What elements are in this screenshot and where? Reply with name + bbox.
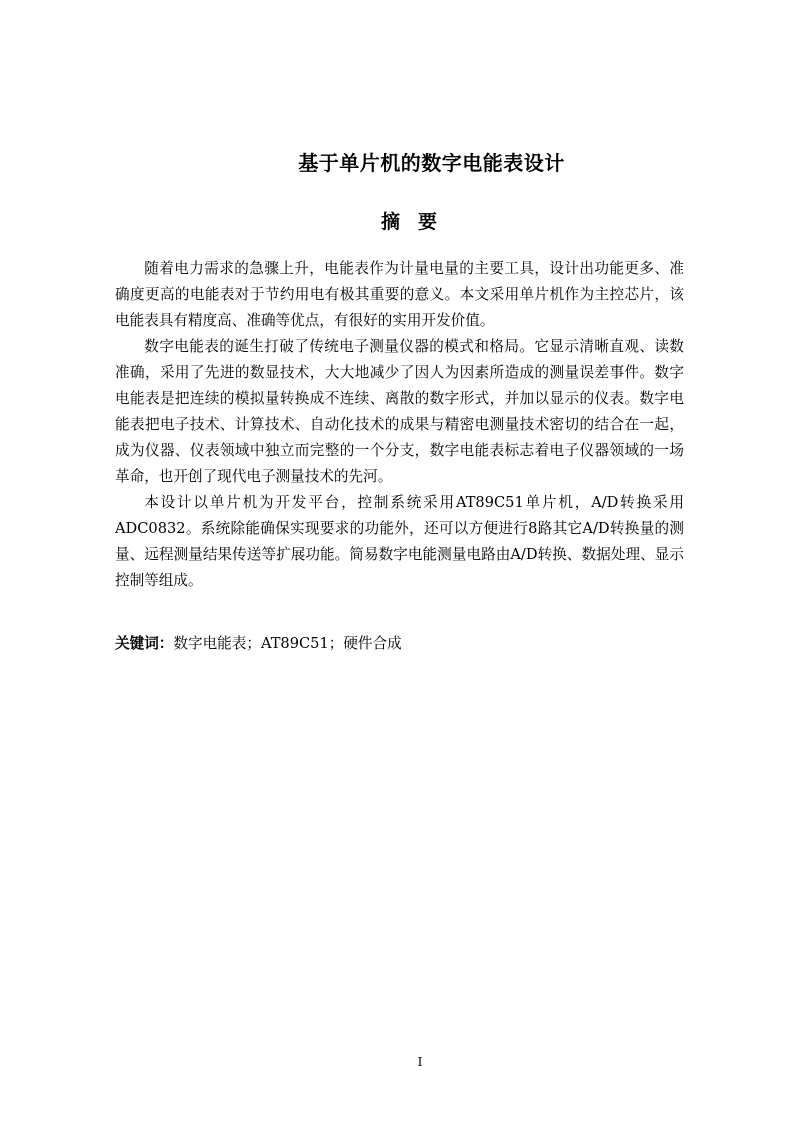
keywords-label: 关键词： (115, 635, 174, 652)
page-number: I (417, 1055, 423, 1069)
abstract-paragraph-1: 随着电力需求的急骤上升，电能表作为计量电量的主要工具，设计出功能更多、准确度更高的电能表对于节约用电有极其重要的意义。本文采用单片机作为主控芯片，该电能表具有精度高、准确等优点，有很好的实用开发价值。 (115, 260, 684, 329)
abstract-paragraph-3: 本设计以单片机为开发平台，控制系统采用AT89C51单片机，A/D转换采用ADC0832。系统除能确保实现要求的功能外，还可以方便进行8路其它A/D转换量的测量、远程测量结果传送等扩展功能。简易数字电能测量电路由A/D转换、数据处理、显示控制等组成。 (115, 494, 684, 589)
keywords-line (115, 631, 684, 657)
keywords-value: 数字电能表；AT89C51；硬件合成 (173, 635, 402, 652)
page-title: 基于单片机的数字电能表设计 (298, 151, 565, 175)
abstract-paragraph-2: 数字电能表的诞生打破了传统电子测量仪器的模式和格局。它显示清晰直观、读数准确，采用了先进的数显技术，大大地减少了因人为因素所造成的测量误差事件。数字电能表是把连续的模拟量转换成不连续、离散的数字形式，并加以显示的仪表。数字电能表把电子技术、计算技术、自动化技术的成果与精密电测量技术密切的结合在一起，成为仪器、仪表领域中独立而完整的一个分支，数字电能表标志着电子仪器领域的一场革命，也开创了现代电子测量技术的先河。 (115, 338, 684, 485)
abstract-body (115, 256, 684, 594)
abstract-heading: 摘要 (380, 211, 455, 233)
